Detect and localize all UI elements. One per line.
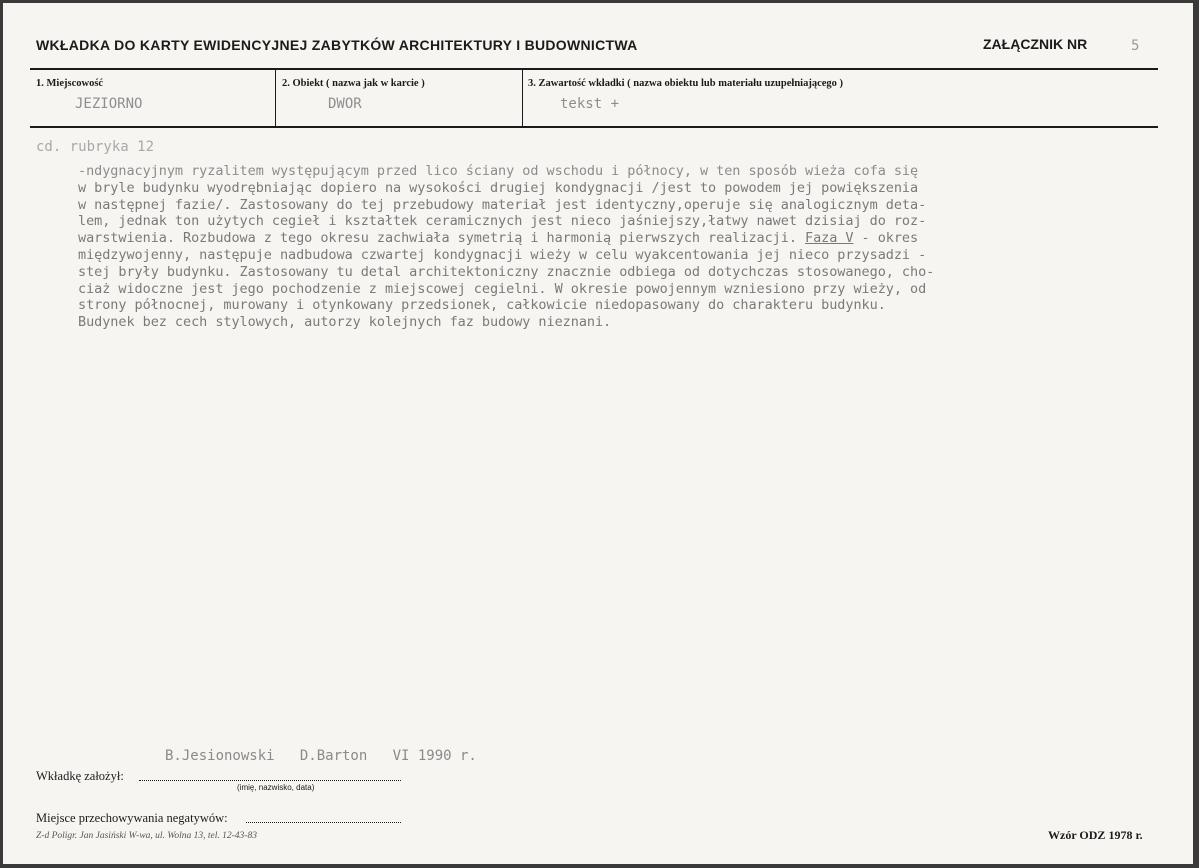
record-card	[3, 3, 1193, 864]
text-line	[78, 230, 1158, 247]
text-line: w następnej fazie/. Zastosowany do tej przebudowy materiał jest identyczny,operuje się analogicznym deta-	[78, 196, 927, 213]
text-line: ciaż widoczne jest jego pochodzenie z miejscowej cegielni. W okresie powojennym wzniesiono przy wieży, od	[78, 280, 927, 297]
field-separator	[522, 70, 523, 126]
text-line-segment: - okres	[853, 230, 919, 247]
authors-signature: B.Jesionowski D.Barton VI 1990 r.	[165, 748, 477, 764]
field-separator	[275, 70, 276, 126]
text-line: międzywojenny, następuje nadbudowa czwartej kondygnacji wieży w celu wyakcentowania jej nieco przysadzi -	[78, 246, 927, 263]
field-value-contents: tekst +	[560, 96, 620, 112]
text-line: stej bryły budynku. Zastosowany tu detal architektoniczny znacznie odbiega od dotychczas stosowanego, cho-	[78, 263, 935, 280]
text-line: w bryle budynku wyodrębniając dopiero na wysokości drugiej kondygnacji /jest to powodem jej powiększenia	[78, 179, 919, 196]
bottom-rule	[30, 126, 1158, 128]
attachment-number-value: 5	[1131, 38, 1140, 54]
phase-label: Faza V	[805, 230, 854, 247]
printer-info: Z-d Poligr. Jan Jasiński W-wa, ul. Wolna 13, tel. 12-43-83	[36, 831, 257, 841]
negatives-location-line	[246, 822, 401, 823]
text-line: -ndygnacyjnym ryzalitem występującym przed lico ściany od wschodu i północy, w ten sposób wieża cofa się	[78, 163, 919, 179]
created-by-line	[139, 780, 401, 781]
text-line: Budynek bez cech stylowych, autorzy kolejnych faz budowy nieznani.	[78, 314, 612, 331]
field-value-locality: JEZIORNO	[75, 96, 143, 112]
form-template-id: Wzór ODZ 1978 r.	[1048, 828, 1143, 842]
body-text	[78, 163, 1158, 331]
created-by-hint: (imię, nazwisko, data)	[237, 783, 315, 792]
section-heading: cd. rubryka 12	[36, 139, 155, 155]
form-title: WKŁADKA DO KARTY EWIDENCYJNEJ ZABYTKÓW ARCHITEKTURY I BUDOWNICTWA	[36, 37, 638, 53]
top-rule	[30, 68, 1158, 70]
text-line: lem, jednak ton użytych cegieł i kształtek ceramicznych jest nieco jaśniejszy,łatwy nawet dzisiaj do roz-	[78, 213, 927, 230]
created-by-label: Wkładkę założył:	[36, 769, 124, 783]
field-label-locality: 1. Miejscowość	[36, 78, 104, 89]
negatives-location-label: Miejsce przechowywania negatywów:	[36, 811, 228, 825]
field-label-contents: 3. Zawartość wkładki ( nazwa obiektu lub materiału uzupełniającego )	[528, 78, 844, 89]
text-line-segment: warstwienia. Rozbudowa z tego okresu zachwiała symetrią i harmonią pierwszych realizacji.	[78, 230, 797, 247]
field-value-object: DWOR	[328, 96, 362, 112]
attachment-number-label: ZAŁĄCZNIK NR	[983, 36, 1088, 52]
text-line: strony północnej, murowany i otynkowany przedsionek, całkowicie niedopasowany do charakteru budynku.	[78, 297, 886, 314]
field-label-object: 2. Obiekt ( nazwa jak w karcie )	[282, 78, 425, 89]
